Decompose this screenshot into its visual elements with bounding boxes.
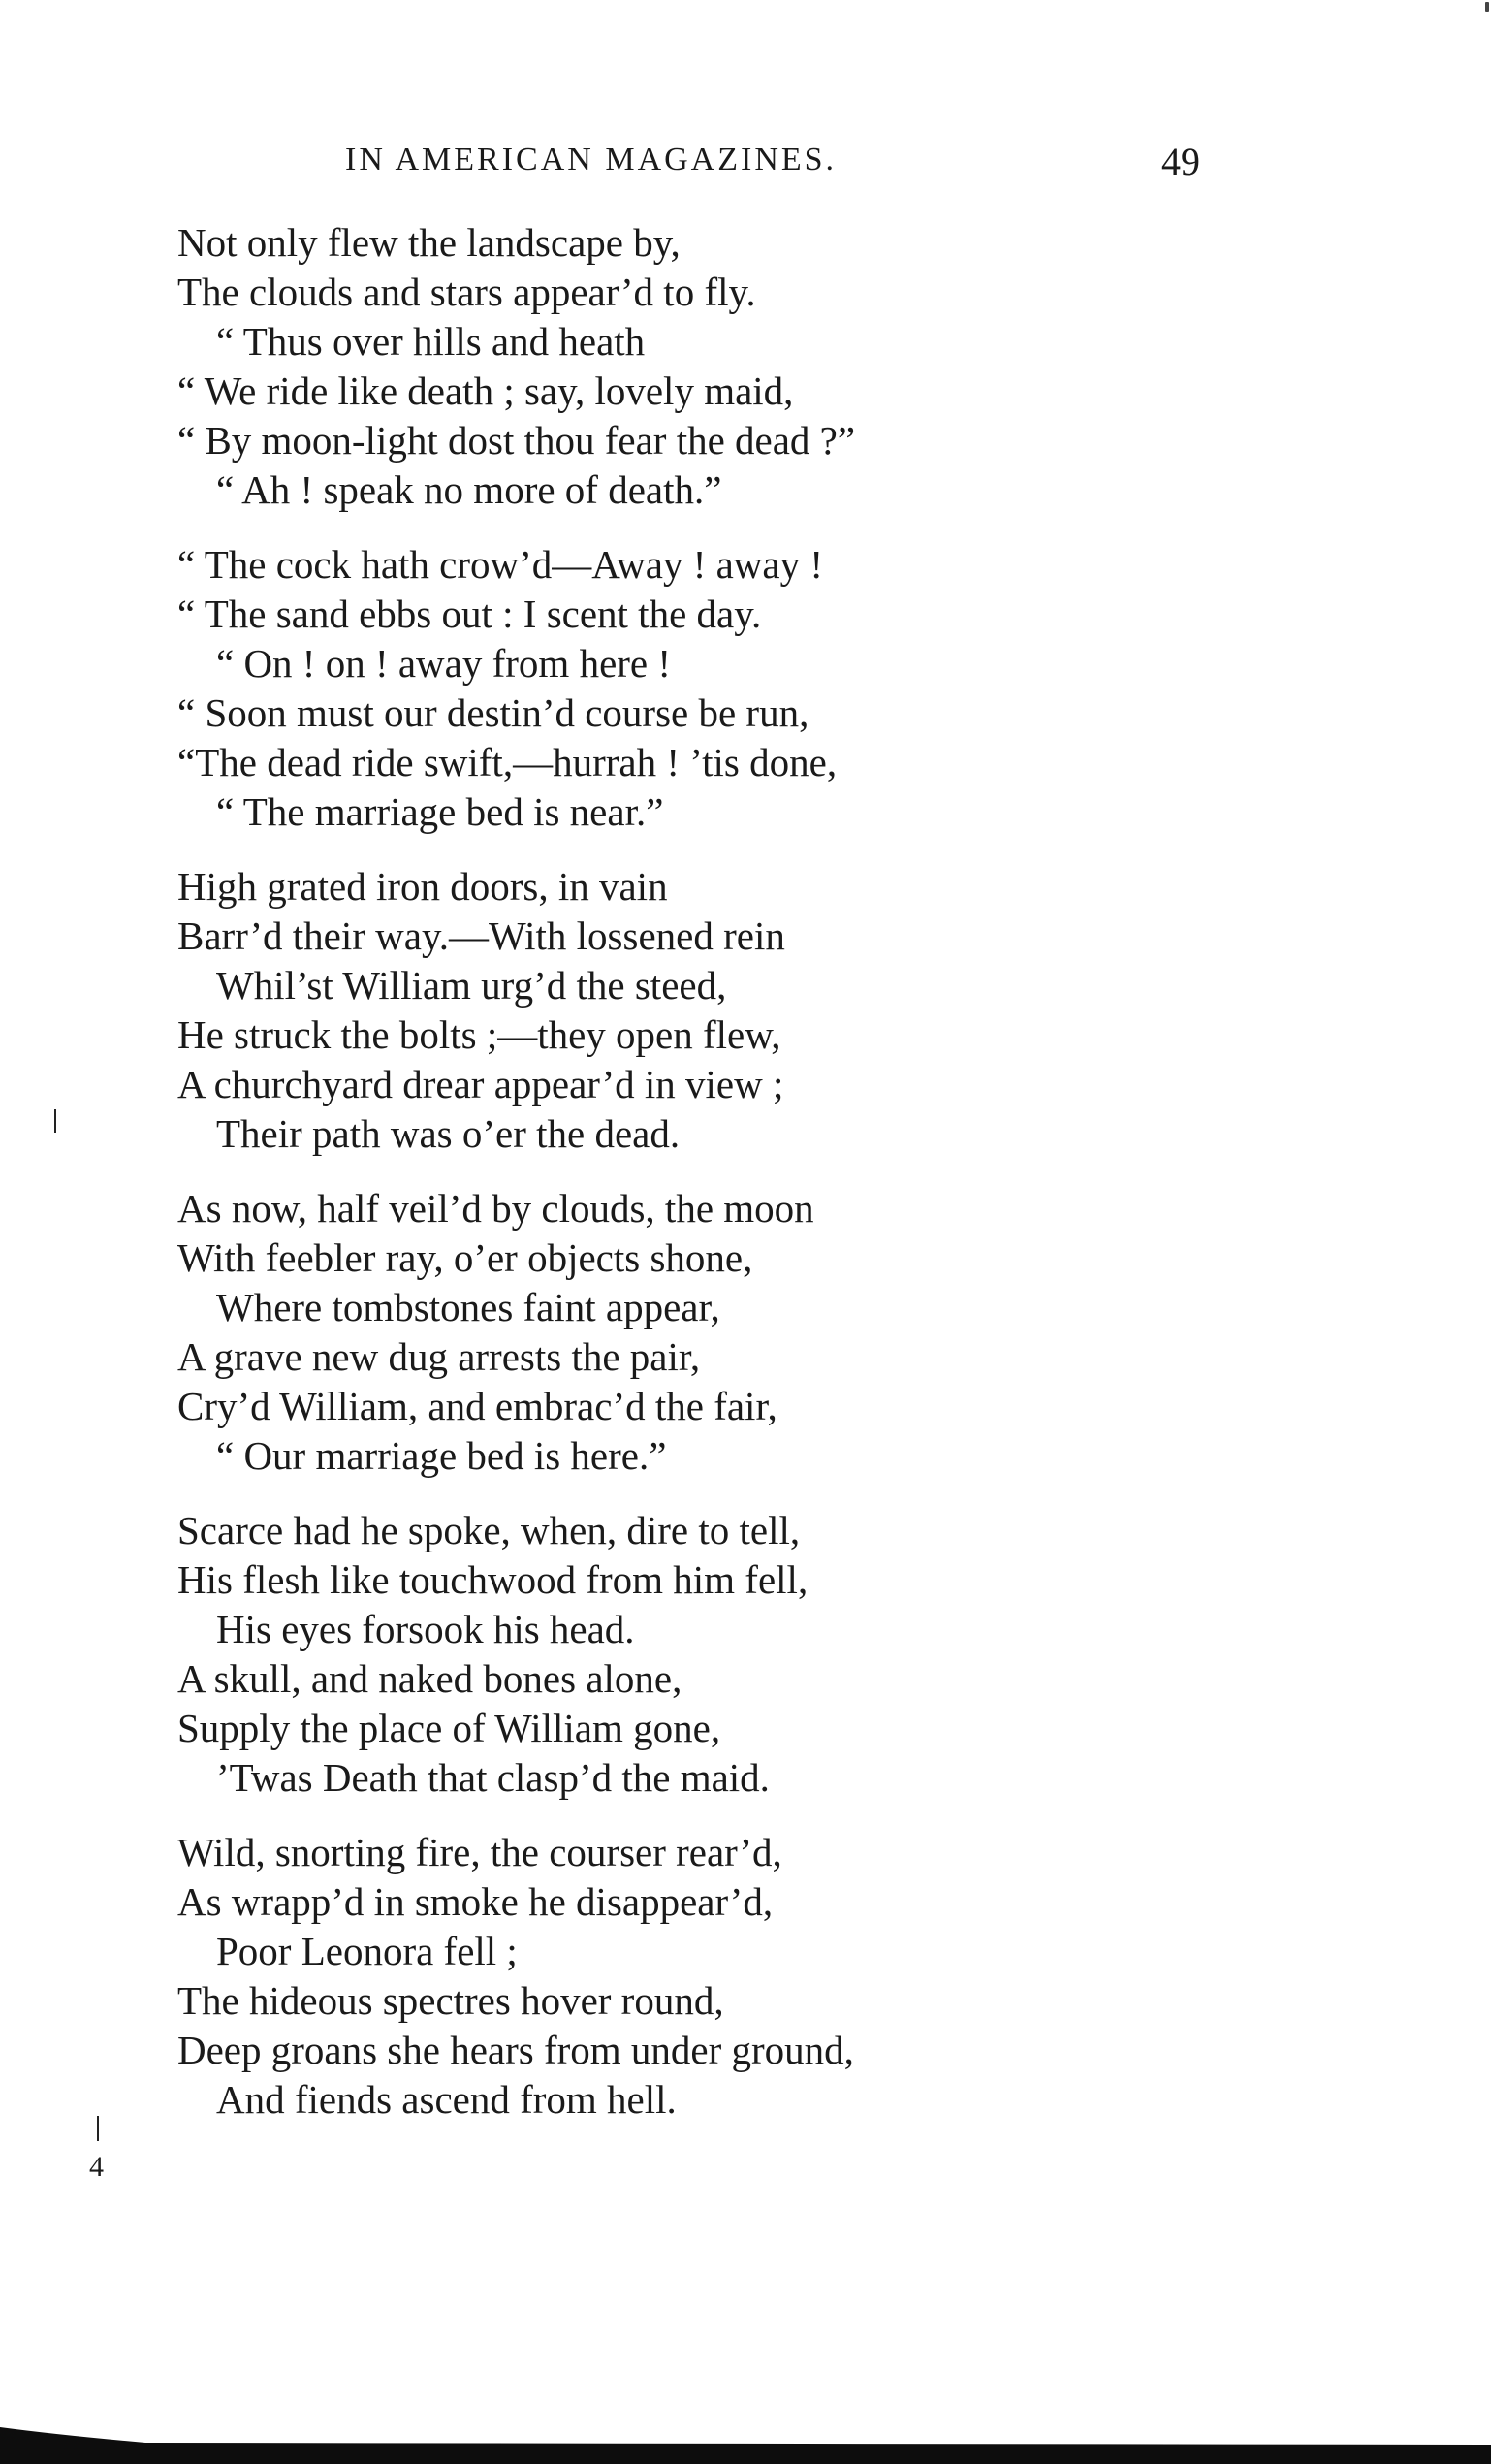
poem-line: Cry’d William, and embrac’d the fair, [177, 1384, 777, 1428]
poem-line: And fiends ascend from hell. [216, 2077, 677, 2122]
poem-line: His eyes forsook his head. [216, 1607, 635, 1651]
margin-tick-mark [54, 1109, 56, 1133]
poem-line: Scarce had he spoke, when, dire to tell, [177, 1508, 801, 1552]
stanza [177, 218, 1147, 515]
stanza [177, 1184, 1147, 1481]
poem-line: “ By moon-light dost thou fear the dead ?” [177, 418, 856, 463]
poem-line: Whil’st William urg’d the steed, [216, 963, 727, 1008]
poem-line: Not only flew the landscape by, [177, 220, 681, 265]
poem-line: Supply the place of William gone, [177, 1706, 721, 1750]
poem-line: “ Ah ! speak no more of death.” [216, 467, 722, 512]
poem-line: “ The cock hath crow’d—Away ! away ! [177, 542, 824, 587]
poem-line: High grated iron doors, in vain [177, 864, 668, 909]
stanza [177, 1506, 1147, 1803]
page-edge-shadow [0, 2406, 1491, 2464]
poem-line: “The dead ride swift,—hurrah ! ’tis done, [177, 740, 838, 784]
stanza [177, 862, 1147, 1159]
poem-line: “ Soon must our destin’d course be run, [177, 690, 809, 735]
poem-line: As wrapp’d in smoke he disappear’d, [177, 1879, 774, 1924]
poem-line: Deep groans she hears from under ground, [177, 2028, 854, 2072]
poem-line: A skull, and naked bones alone, [177, 1656, 682, 1701]
running-title: IN AMERICAN MAGAZINES. [345, 142, 838, 177]
poem [177, 218, 1147, 2150]
stanza [177, 1828, 1147, 2125]
poem-line: The clouds and stars appear’d to fly. [177, 270, 756, 314]
signature-mark: 4 [89, 2151, 104, 2183]
poem-line: “ The marriage bed is near.” [216, 789, 664, 834]
poem-line: The hideous spectres hover round, [177, 1978, 724, 2023]
poem-line: Wild, snorting fire, the courser rear’d, [177, 1830, 782, 1874]
poem-line: He struck the bolts ;—they open flew, [177, 1012, 781, 1057]
poem-line: Barr’d their way.—With lossened rein [177, 913, 785, 958]
poem-line: “ Thus over hills and heath [216, 319, 646, 364]
poem-line: “ On ! on ! away from here ! [216, 641, 672, 686]
poem-line: A churchyard drear appear’d in view ; [177, 1062, 784, 1106]
poem-line: His flesh like touchwood from him fell, [177, 1557, 809, 1602]
stanza [177, 540, 1147, 837]
poem-line: “ Our marriage bed is here.” [216, 1433, 667, 1478]
page-number: 49 [1161, 140, 1200, 183]
poem-line: A grave new dug arrests the pair, [177, 1334, 701, 1379]
poem-line: With feebler ray, o’er objects shone, [177, 1235, 753, 1280]
poem-line: “ The sand ebbs out : I scent the day. [177, 592, 762, 636]
signature-tick-mark [97, 2116, 99, 2141]
poem-line: Where tombstones faint appear, [216, 1285, 720, 1329]
poem-line: As now, half veil’d by clouds, the moon [177, 1186, 814, 1231]
poem-line: Poor Leonora fell ; [216, 1929, 518, 1973]
scan-speck [1485, 2, 1489, 12]
poem-line: ’Twas Death that clasp’d the maid. [216, 1755, 770, 1800]
poem-line: Their path was o’er the dead. [216, 1111, 681, 1156]
poem-line: “ We ride like death ; say, lovely maid, [177, 368, 794, 413]
